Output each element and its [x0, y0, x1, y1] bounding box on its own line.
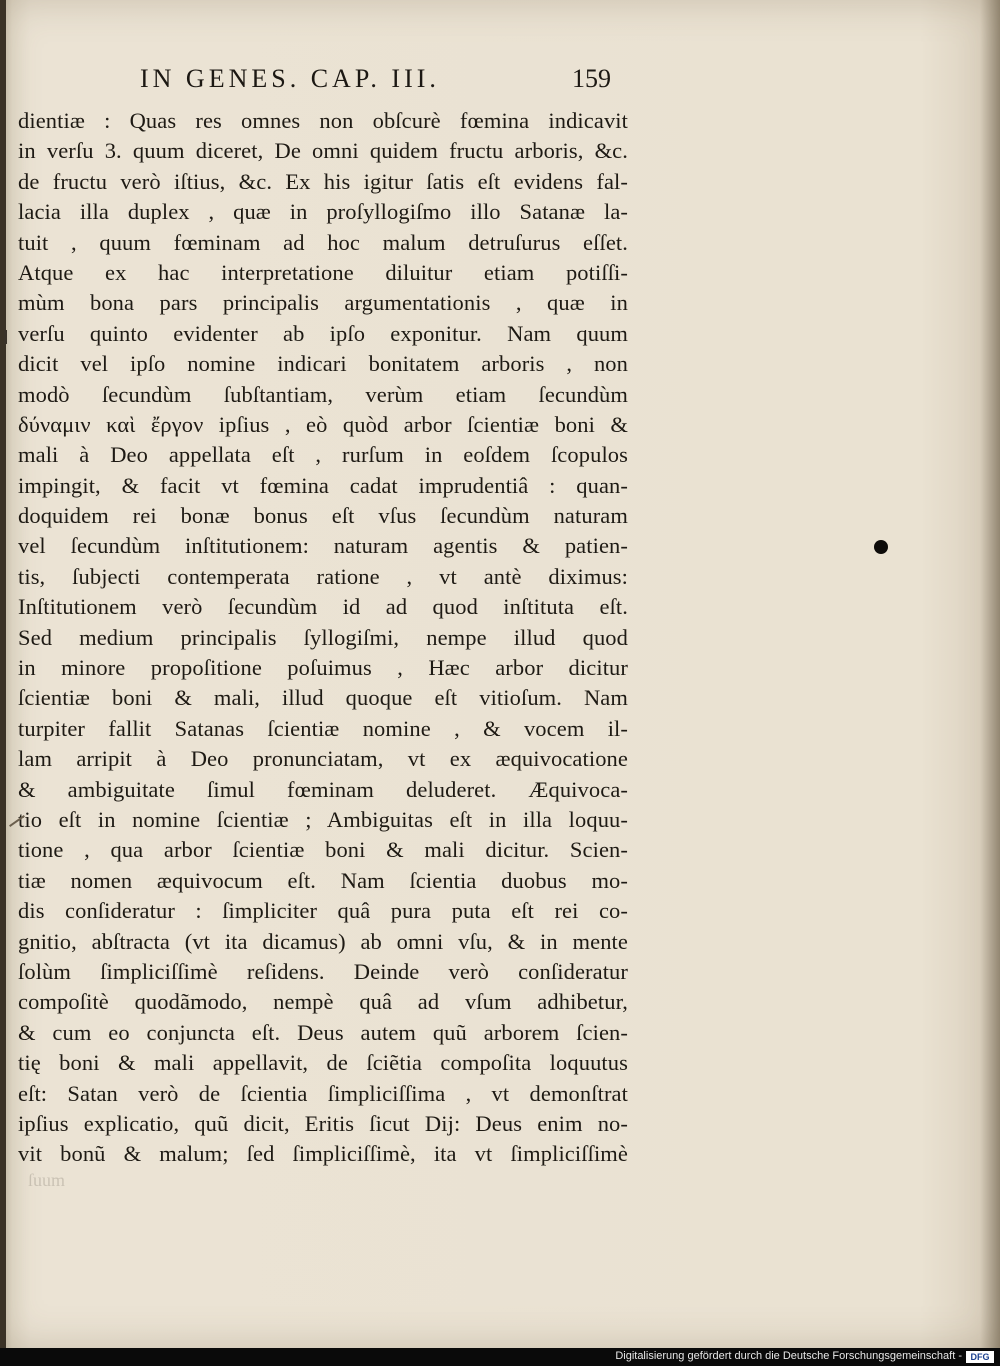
- faded-residue: ſuum: [28, 1170, 66, 1190]
- body-text: [18, 106, 628, 1170]
- text-line: tię boni & mali appellavit, de ſciẽtia compoſita loquutus: [18, 1050, 628, 1076]
- text-line: eſt: Satan verò de ſcientia ſimpliciſſima , vt demonſtrat: [18, 1080, 628, 1106]
- text-line: dicit vel ipſo nomine indicari bonitatem arboris , non: [18, 351, 628, 377]
- text-line: tione , qua arbor ſcientiæ boni & mali dicitur. Scien-: [18, 837, 628, 863]
- text-line: compoſitè quodãmodo, nempè quâ ad vſum adhibetur,: [18, 989, 628, 1015]
- text-line: de fructu verò iſtius, &c. Ex his igitur ſatis eſt evidens fal-: [18, 168, 628, 194]
- text-line: doquidem rei bonæ bonus eſt vſus ſecundùm naturam: [18, 503, 628, 529]
- text-line: lam arripit à Deo pronunciatam, vt ex æquivocatione: [18, 746, 628, 772]
- ink-dot: [874, 540, 888, 554]
- text-line: tis, ſubjecti contemperata ratione , vt antè diximus:: [18, 563, 628, 589]
- text-line: in verſu 3. quum diceret, De omni quidem fructu arboris, &c.: [18, 138, 628, 164]
- page-number: 159: [572, 64, 611, 93]
- text-line: mùm bona pars principalis argumentationis , quæ in: [18, 290, 628, 316]
- text-line: ſolùm ſimpliciſſimè reſidens. Deinde verò conſideratur: [18, 958, 628, 984]
- footer-credit: Digitalisierung gefördert durch die Deutsche Forschungsgemeinschaft -: [615, 1350, 962, 1362]
- text-line: impingit, & facit vt fœmina cadat imprudentiâ : quan-: [18, 472, 628, 498]
- text-line: tiæ nomen æquivocum eſt. Nam ſcientia duobus mo-: [18, 867, 628, 893]
- text-line: Sed medium principalis ſyllogiſmi, nempe illud quod: [18, 624, 628, 650]
- text-line: vel ſecundùm inſtitutionem: naturam agentis & patien-: [18, 533, 628, 559]
- text-line: dientiæ : Quas res omnes non obſcurè fœmina indicavit: [18, 108, 628, 133]
- text-line: tuit , quum fœminam ad hoc malum detruſurus eſſet.: [18, 229, 628, 255]
- running-head: IN GENES. CAP. III.: [140, 64, 440, 93]
- text-line: vit bonũ & malum; ſed ſimpliciſſimè, ita vt ſimpliciſſimè: [18, 1141, 628, 1167]
- text-line: ipſius explicatio, quũ dicit, Eritis ſicut Dij: Deus enim no-: [18, 1110, 628, 1136]
- text-line: Atque ex hac interpretatione diluitur etiam potiſſi-: [18, 259, 628, 285]
- text-line: & ambiguitate ſimul fœminam deluderet. Æquivoca-: [18, 776, 628, 802]
- dfg-logo: DFG: [966, 1351, 994, 1363]
- text-line: modò ſecundùm ſubſtantiam, verùm etiam ſecundùm: [18, 381, 628, 407]
- text-line: turpiter fallit Satanas ſcientiæ nomine , & vocem il-: [18, 715, 628, 741]
- page-binding-edge: [0, 0, 6, 1348]
- text-line: ſcientiæ boni & mali, illud quoque eſt vitioſum. Nam: [18, 685, 628, 711]
- text-line: dis conſideratur : ſimpliciter quâ pura puta eſt rei co-: [18, 898, 628, 924]
- text-line: & cum eo conjuncta eſt. Deus autem quũ arborem ſcien-: [18, 1019, 628, 1045]
- margin-mark: [4, 330, 7, 344]
- text-line: mali à Deo appellata eſt , rurſum in eoſdem ſcopulos: [18, 442, 628, 468]
- text-line: δύναμιν καὶ ἔργον ipſius , eò quòd arbor ſcientiæ boni &: [18, 411, 628, 437]
- text-line: Inſtitutionem verò ſecundùm id ad quod inſtituta eſt.: [18, 594, 628, 620]
- text-line: lacia illa duplex , quæ in proſyllogiſmo illo Satanæ la-: [18, 199, 628, 225]
- text-line: tio eſt in nomine ſcientiæ ; Ambiguitas eſt in illa loquu-: [18, 806, 628, 832]
- text-line: gnitio, abſtracta (vt ita dicamus) ab omni vſu, & in mente: [18, 928, 628, 954]
- text-line: verſu quinto evidenter ab ipſo exponitur. Nam quum: [18, 320, 628, 346]
- text-line: in minore propoſitione poſuimus , Hæc arbor dicitur: [18, 655, 628, 681]
